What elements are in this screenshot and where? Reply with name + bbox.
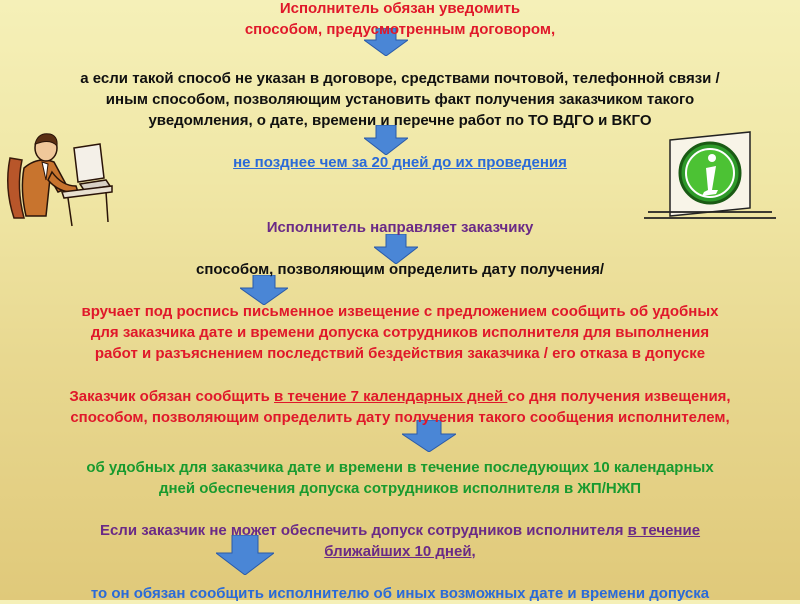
paragraph-line: способом, позволяющим определить дату получения/ [195,261,604,278]
text-span: Если заказчик не может обеспечить допуск сотрудников исполнителя [99,522,628,539]
text-span: Заказчик обязан сообщить [69,388,275,405]
paragraph-line [0,386,800,407]
paragraph-line: а если такой способ не указан в договоре, средствами почтовой, телефонной связи / [80,70,720,87]
paragraph-line: вручает под роспись письменное извещение с предложением сообщить об удобных [81,303,719,320]
paragraph-line: работ и разъяснением последствий бездействия заказчика / его отказа в допуске [94,345,706,362]
underlined-deadline: в течение [627,522,701,539]
paragraph-line: об удобных для заказчика дате и времени в течение последующих 10 календарных [86,459,714,476]
paragraph-line [0,541,800,562]
heading-line-2: способом, предусмотренным договором, [244,21,556,38]
deadline-text: не позднее чем за 20 дней до их проведения [233,154,567,171]
info-icon [640,128,780,228]
paragraph-line: то он обязан сообщить исполнителю об иных возможных дате и времени допуска [90,585,710,602]
underlined-deadline: ближайших 10 дней, [324,543,476,560]
paragraph-line: для заказчика дате и времени допуска сотрудников исполнителя для выполнения [90,324,710,341]
underlined-deadline: в течение 7 календарных дней [274,388,508,405]
text-span: со дня получения извещения, [507,388,731,405]
heading-line-1: Исполнитель обязан уведомить [279,0,521,17]
paragraph-line: иным способом, позволяющим установить факт получения заказчиком такого [105,91,695,108]
paragraph-line: уведомления, о дате, времени и перечне работ по ТО ВДГО и ВКГО [148,112,652,129]
paragraph-line: дней обеспечения допуска сотрудников исполнителя в ЖП/НЖП [158,480,642,497]
paragraph-line: способом, позволяющим определить дату получения такого сообщения исполнителем, [70,409,730,426]
person-at-computer-icon [2,128,114,228]
subheading: Исполнитель направляет заказчику [266,219,534,236]
paragraph-line [0,520,800,541]
